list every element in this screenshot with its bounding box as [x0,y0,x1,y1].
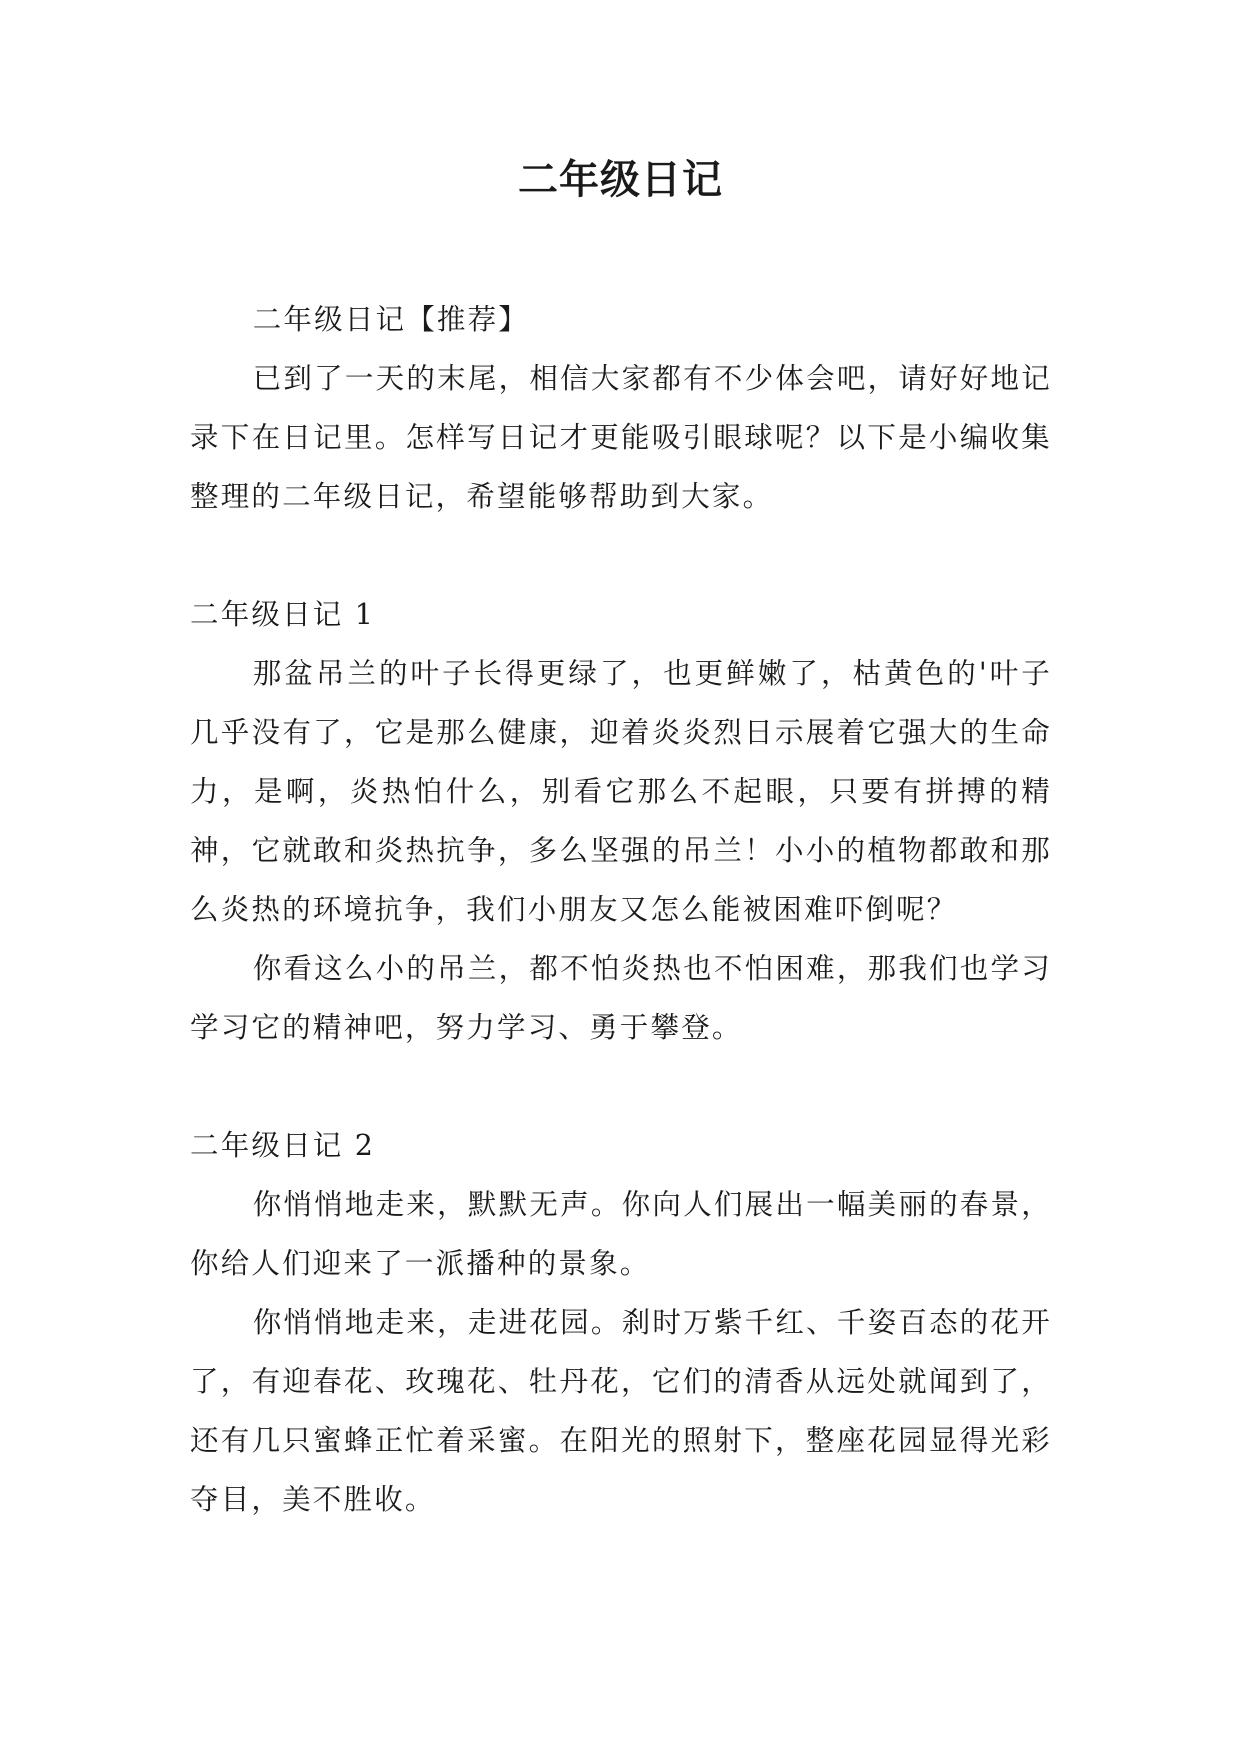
intro-heading: 二年级日记【推荐】 [252,303,529,336]
section-paragraph: 你悄悄地走来，走进花园。刹时万紫千红、千姿百态的花开了，有迎春花、玫瑰花、牡丹花，它们的清香从远处就闻到了，还有几只蜜蜂正忙着采蜜。在阳光的照射下，整座花园显得光彩夺目，美不胜收。 [190,1306,1052,1516]
diary-section-1 [190,585,1052,1057]
section-heading: 二年级日记 2 [190,1129,376,1162]
document-body [190,290,1052,1529]
document-title: 二年级日记 [518,157,723,203]
section-paragraph: 你悄悄地走来，默默无声。你向人们展出一幅美丽的春景，你给人们迎来了一派播种的景象。 [190,1188,1052,1280]
section-paragraph: 你看这么小的吊兰，都不怕炎热也不怕困难，那我们也学习学习它的精神吧，努力学习、勇于攀登。 [190,952,1052,1044]
section-paragraph: 那盆吊兰的叶子长得更绿了，也更鲜嫩了，枯黄色的'叶子几乎没有了，它是那么健康，迎着炎炎烈日示展着它强大的生命力，是啊，炎热怕什么，别看它那么不起眼，只要有拼搏的精神，它就敢和炎热抗争，多么坚强的吊兰！小小的植物都敢和那么炎热的环境抗争，我们小朋友又怎么能被困难吓倒呢？ [190,657,1052,926]
section-heading: 二年级日记 1 [190,598,376,631]
intro-paragraph: 已到了一天的末尾，相信大家都有不少体会吧，请好好地记录下在日记里。怎样写日记才更能吸引眼球呢？以下是小编收集整理的二年级日记，希望能够帮助到大家。 [190,362,1052,513]
diary-section-2 [190,1116,1052,1529]
intro-section [190,290,1052,526]
